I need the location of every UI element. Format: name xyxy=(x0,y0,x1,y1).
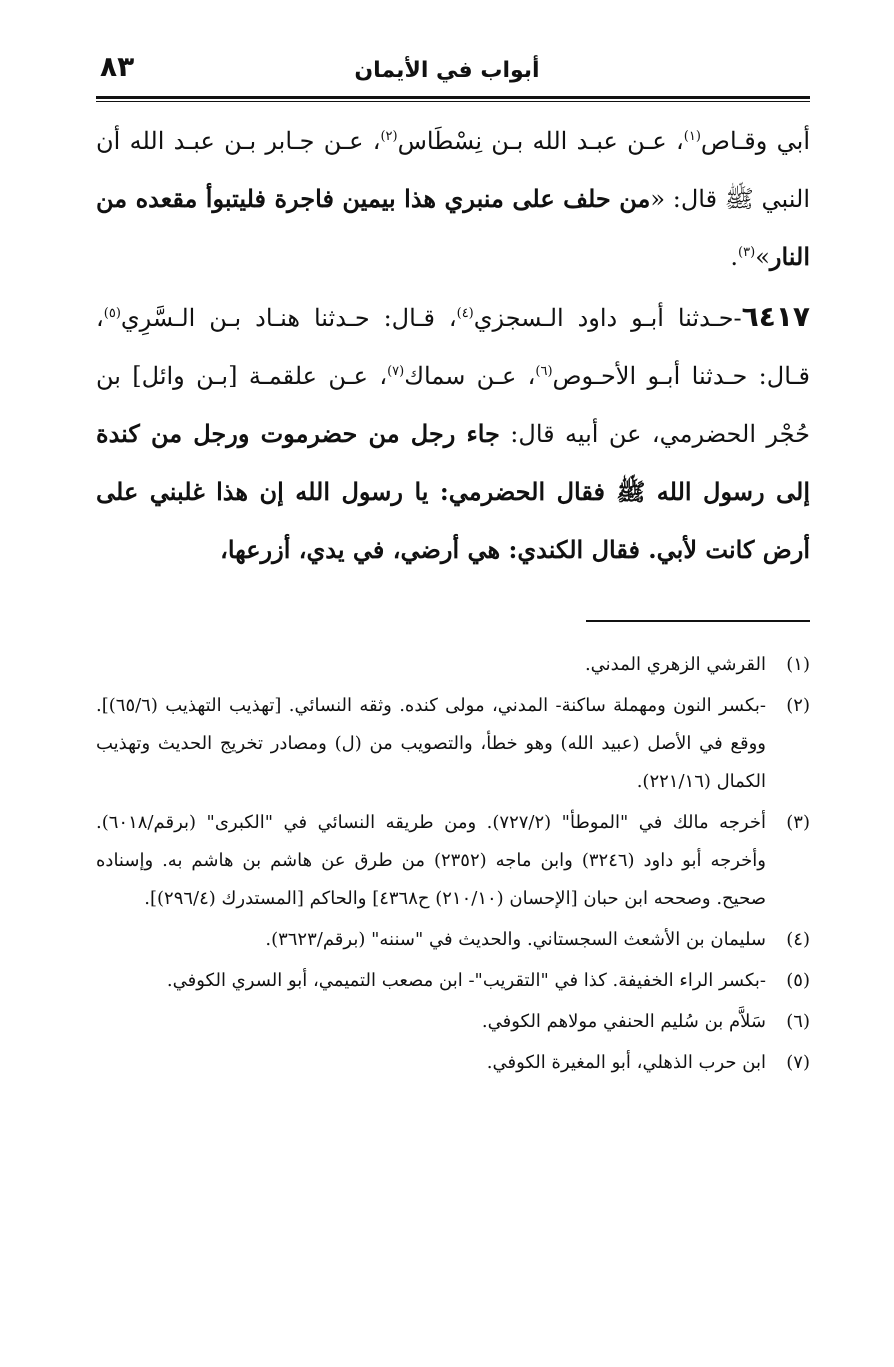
text-run: أبي وقـاص xyxy=(700,127,810,155)
footnote-text: -بكسر الراء الخفيفة. كذا في "التقريب"- ابن مصعب التميمي، أبو السري الكوفي. xyxy=(166,970,766,991)
footnote-text: أخرجه مالك في "الموطأ" (٧٢٧/٢). ومن طريقه النسائي في "الكبرى" (برقم/٦٠١٨). وأخرجه أبو داود (٣٢٤٦) وابن ماجه (٢٣٥٢) من طرق عن هاشم بن هاشم به. وإسناده صحيح. وصححه ابن حبان [الإحسان (٢١٠/١٠) ح٤٣٦٨] والحاكم [المستدرك (٢٩٦/٤)]. xyxy=(96,812,766,909)
footnote-4 xyxy=(96,921,810,959)
paragraph-1 xyxy=(96,112,810,286)
text-run: ، عـن علقمـة [بـن وائل] بن حُجْر الحضرمي، عن أبيه قال: xyxy=(96,362,811,448)
footnote-3 xyxy=(96,804,810,918)
footnote-text: -بكسر النون ومهملة ساكنة- المدني، مولى كنده. وثقه النسائي. [تهذيب التهذيب (٦٥/٦)]. ووقع في الأصل (عبيد الله) وهو خطأ، والتصويب من (ل) ومصادر تخريج الحديث وتهذيب الكمال (٢٢١/١٦). xyxy=(96,695,766,792)
footnote-number: (٤) xyxy=(786,929,810,950)
footnote-ref: (٧) xyxy=(387,364,405,379)
text-run: ، عـن عبـد الله بـن نِسْطَاس xyxy=(397,127,684,155)
footnote-text: سليمان بن الأشعث السجستاني. والحديث في "سننه" (برقم/٣٦٢٣). xyxy=(265,929,766,950)
footnote-5 xyxy=(96,962,810,1000)
text-run: -حـدثنا أبـو داود الـسجزي xyxy=(473,304,742,332)
hadith-text: من حلف على منبري هذا بيمين فاجرة فليتبوأ مقعده من النار xyxy=(96,184,810,271)
footnote-number: (١) xyxy=(786,654,810,675)
footnote-ref: (١) xyxy=(683,129,701,144)
page-number: ٨٣ xyxy=(100,50,135,83)
text-run: » xyxy=(755,243,770,271)
text-run: ، قـال: حـدثنا هنـاد بـن الـسَّرِي xyxy=(120,304,457,332)
running-header-title: أبواب في الأيمان xyxy=(354,58,540,83)
hadith-number: ٦٤١٧ xyxy=(741,300,811,333)
footnote-ref: (٢) xyxy=(380,129,398,144)
paragraph-2 xyxy=(96,288,810,579)
footnote-2 xyxy=(96,687,810,801)
footnote-number: (٥) xyxy=(786,970,810,991)
header-rule xyxy=(96,96,810,102)
footnote-7 xyxy=(96,1044,810,1082)
text-run: ، عـن سماك xyxy=(404,362,536,390)
footnote-number: (٣) xyxy=(786,812,810,833)
text-run: . xyxy=(730,243,739,271)
footnote-6 xyxy=(96,1003,810,1041)
footnote-number: (٦) xyxy=(786,1011,810,1032)
footnote-ref: (٣) xyxy=(738,245,756,260)
text-run: ، قـال: حـدثنا أبـو الأحـوص xyxy=(96,304,811,390)
footnote-ref: (٥) xyxy=(103,306,121,321)
footnote-ref: (٦) xyxy=(535,364,553,379)
footnotes xyxy=(96,646,810,1085)
hadith-text: جاء رجل من حضرموت ورجل من كندة إلى رسول الله ﷺ فقال الحضرمي: يا رسول الله إن هذا غلبني على أرض كانت لأبي. فقال الكندي: هي أرضي، في يدي، أزرعها، xyxy=(96,419,810,564)
footnote-text: ابن حرب الذهلي، أبو المغيرة الكوفي. xyxy=(486,1052,766,1073)
footnote-text: سَلاَّم بن سُليم الحنفي مولاهم الكوفي. xyxy=(481,1011,766,1032)
text-run: ، عـن جـابر بـن عبـد الله أن النبي ﷺ قال: « xyxy=(96,127,810,213)
footnote-number: (٢) xyxy=(786,695,810,716)
footnote-rule xyxy=(586,620,810,622)
footnote-1 xyxy=(96,646,810,684)
main-text xyxy=(96,112,810,579)
footnote-number: (٧) xyxy=(786,1052,810,1073)
footnote-text: القرشي الزهري المدني. xyxy=(584,654,766,675)
footnote-ref: (٤) xyxy=(456,306,474,321)
